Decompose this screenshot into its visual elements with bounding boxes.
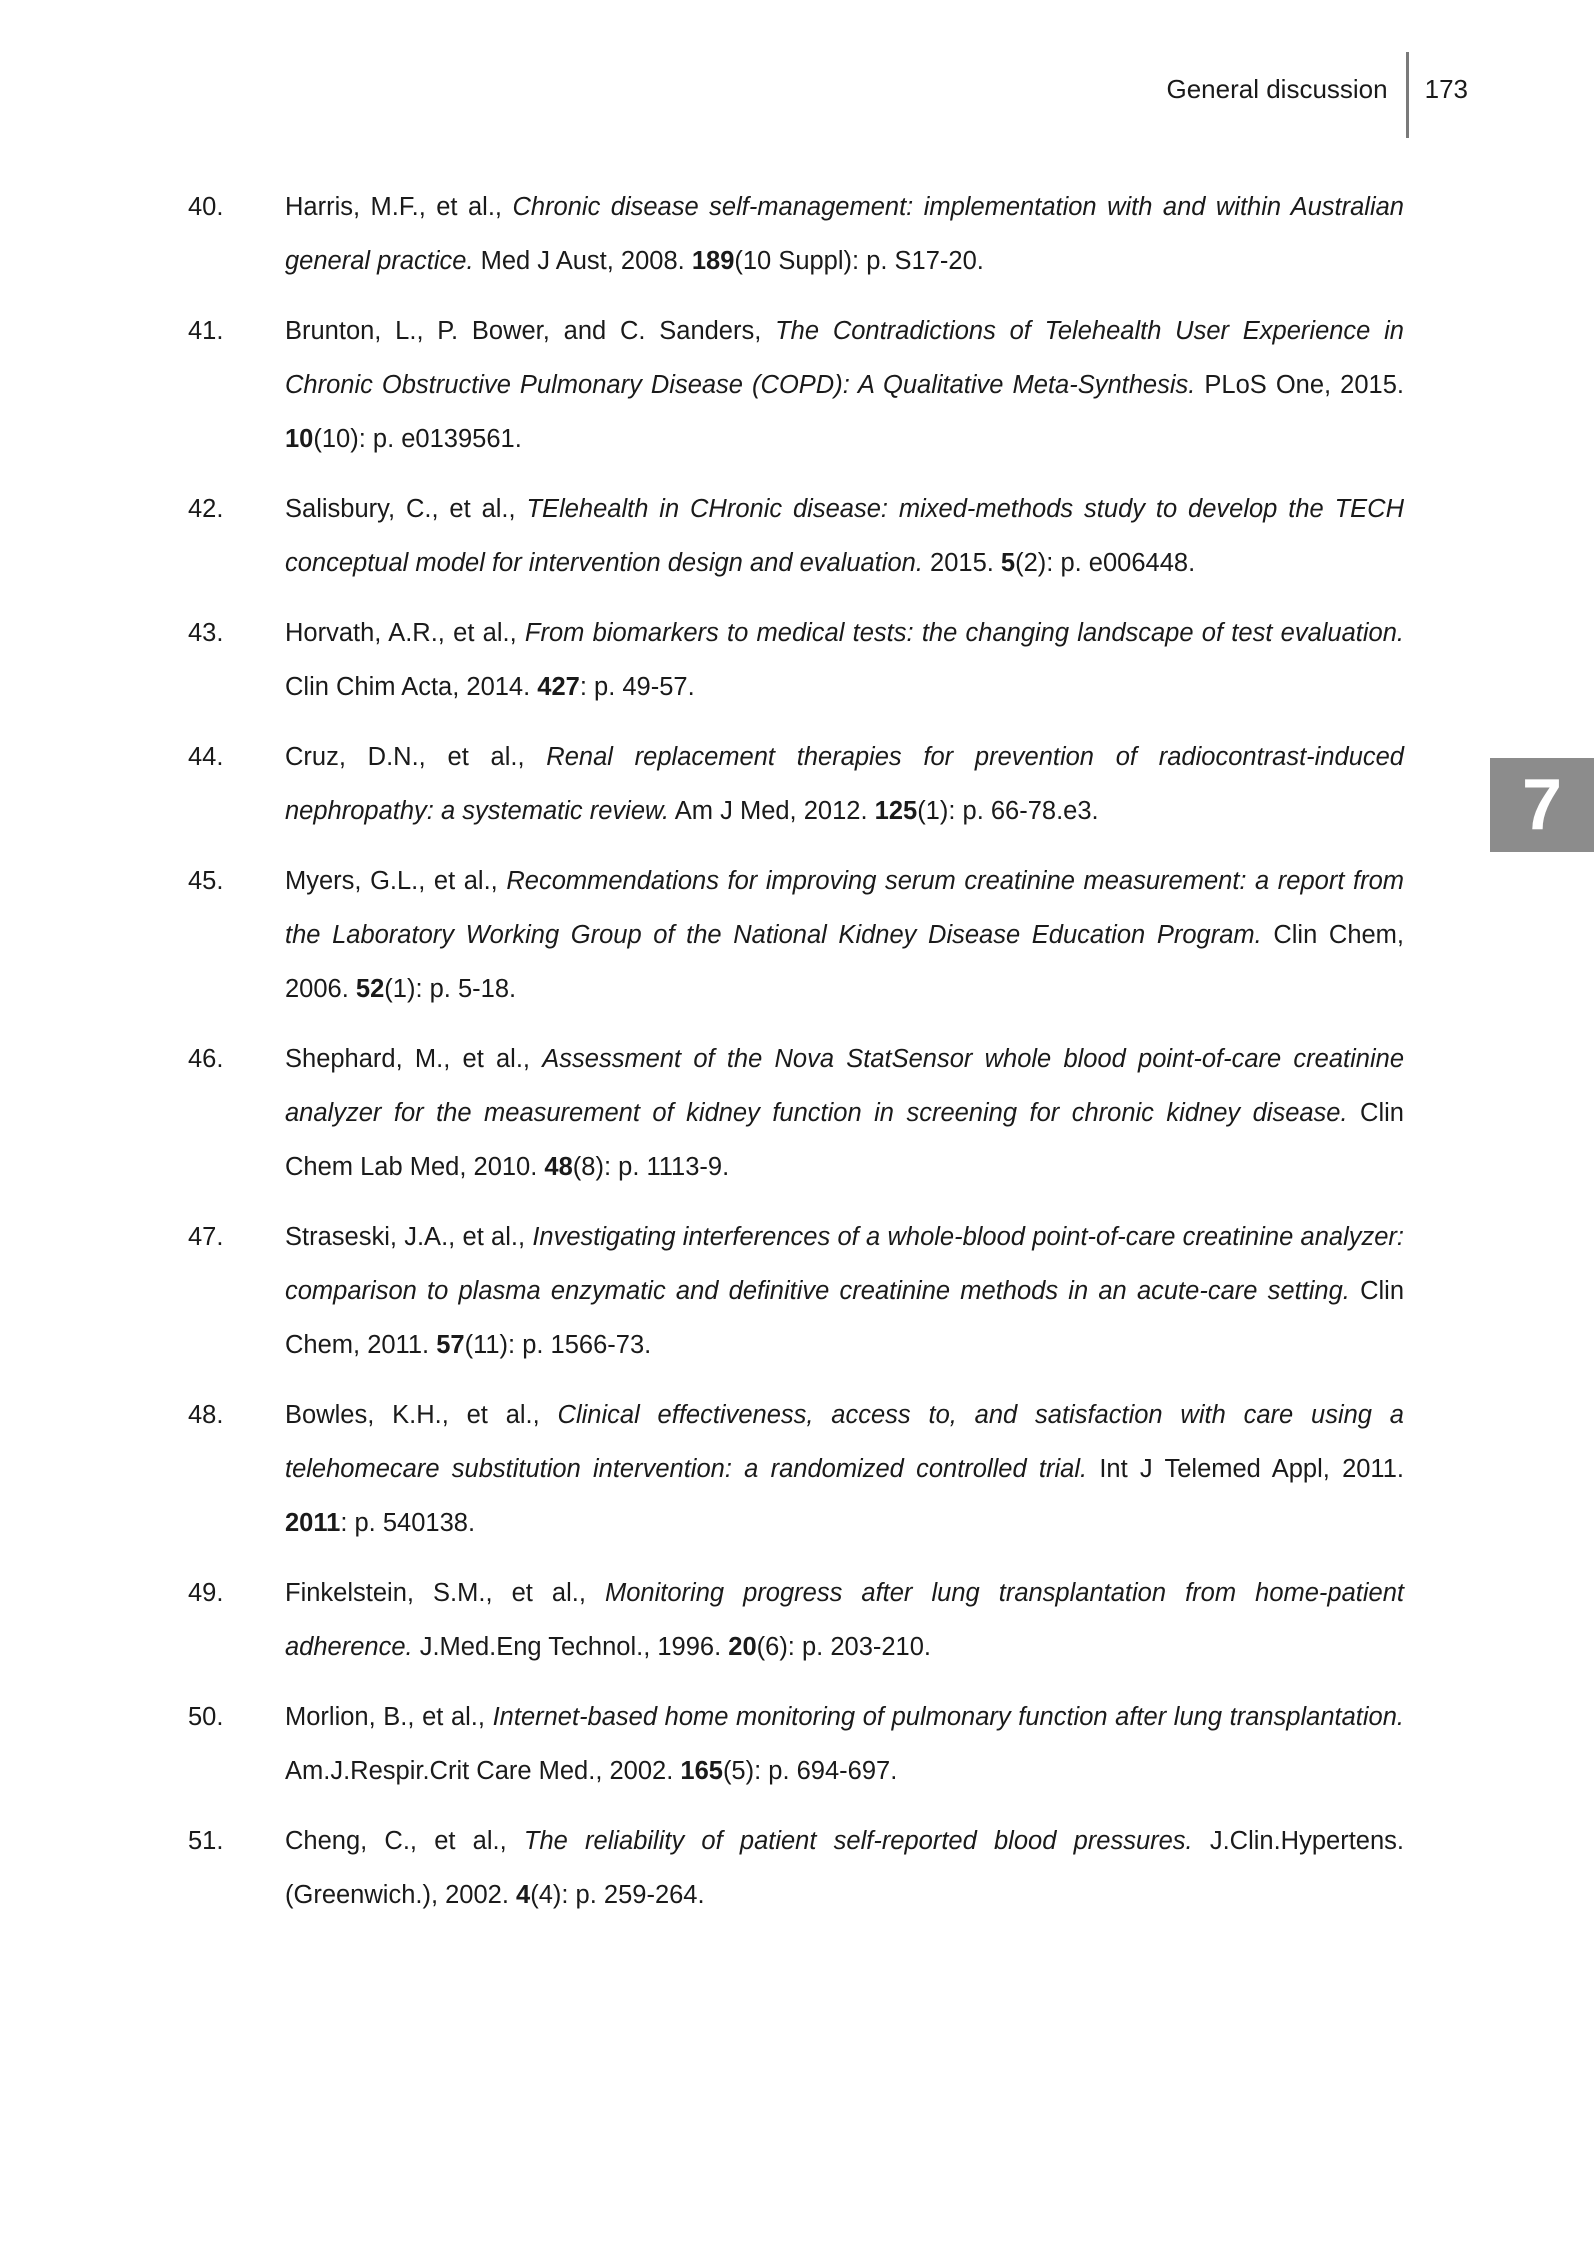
reference-pages: (1): p. 5-18. [384, 975, 517, 1003]
reference-number: 49. [188, 1579, 224, 1607]
reference-pages: (2): p. e006448. [1015, 549, 1196, 577]
reference-number: 44. [188, 743, 224, 771]
reference-title: Recommendations for improving serum creatinine measurement: a report from the Laboratory Working Group of the National Kidney Disease Education Program. [285, 867, 1404, 949]
reference-entry [188, 482, 1404, 590]
reference-entry [188, 1814, 1404, 1922]
reference-volume: 5 [1000, 549, 1016, 577]
reference-volume: 427 [537, 673, 580, 701]
reference-volume: 48 [544, 1153, 573, 1181]
reference-source: J.Clin.Hypertens.(Greenwich.), 2002. [285, 1827, 1404, 1909]
reference-pages: (10 Suppl): p. S17-20. [734, 247, 984, 275]
reference-source: Am J Med, 2012. [669, 797, 875, 825]
reference-source: Clin Chem, 2011. [285, 1277, 1404, 1359]
reference-text [285, 867, 1404, 1003]
reference-authors: Horvath, A.R., et al., [285, 619, 525, 647]
reference-title: From biomarkers to medical tests: the changing landscape of test evaluation. [524, 619, 1404, 647]
reference-number: 50. [188, 1703, 224, 1731]
reference-entry [188, 180, 1404, 288]
reference-text [285, 1703, 1404, 1785]
reference-number: 51. [188, 1827, 224, 1855]
reference-volume: 52 [355, 975, 385, 1003]
reference-pages: (4): p. 259-264. [530, 1881, 705, 1909]
reference-title: Internet-based home monitoring of pulmonary function after lung transplantation. [492, 1703, 1404, 1731]
reference-authors: Brunton, L., P. Bower, and C. Sanders, [285, 317, 776, 345]
reference-authors: Salisbury, C., et al., [285, 495, 527, 523]
reference-number: 41. [188, 317, 224, 345]
reference-title: Monitoring progress after lung transplantation from home-patient adherence. [285, 1579, 1404, 1661]
reference-source: Clin Chem, 2006. [285, 921, 1405, 1003]
reference-source: Am.J.Respir.Crit Care Med., 2002. [285, 1757, 681, 1785]
reference-text [285, 1827, 1404, 1909]
reference-text [285, 743, 1404, 825]
reference-entry [188, 1388, 1404, 1550]
reference-number: 48. [188, 1401, 224, 1429]
reference-authors: Bowles, K.H., et al., [285, 1401, 558, 1429]
reference-title: TElehealth in CHronic disease: mixed-methods study to develop the TECH conceptual model for intervention design and evaluation. [285, 495, 1404, 577]
reference-source: J.Med.Eng Technol., 1996. [412, 1633, 729, 1661]
reference-entry [188, 1032, 1404, 1194]
reference-pages: (6): p. 203-210. [756, 1633, 931, 1661]
reference-number: 40. [188, 193, 224, 221]
reference-number: 46. [188, 1045, 224, 1073]
reference-title: The Contradictions of Telehealth User Experience in Chronic Obstructive Pulmonary Disease (COPD): A Qualitative Meta-Synthesis. [285, 317, 1404, 399]
reference-entry [188, 854, 1404, 1016]
reference-authors: Harris, M.F., et al., [285, 193, 513, 221]
reference-source: Int J Telemed Appl, 2011. [1087, 1455, 1404, 1483]
reference-authors: Myers, G.L., et al., [285, 867, 507, 895]
reference-title: Clinical effectiveness, access to, and satisfaction with care using a telehomecare substitution intervention: a randomized controlled trial. [285, 1401, 1404, 1483]
reference-authors: Cruz, D.N., et al., [285, 743, 547, 771]
reference-number: 42. [188, 495, 224, 523]
reference-text [285, 619, 1404, 701]
reference-authors: Straseski, J.A., et al., [285, 1223, 533, 1251]
reference-authors: Shephard, M., et al., [285, 1045, 543, 1073]
reference-source: PLoS One, 2015. [1195, 371, 1404, 399]
reference-pages: (8): p. 1113-9. [572, 1153, 730, 1181]
reference-text [285, 1401, 1404, 1537]
reference-volume: 125 [874, 797, 918, 825]
reference-authors: Cheng, C., et al., [285, 1827, 524, 1855]
reference-volume: 20 [728, 1633, 757, 1661]
reference-volume: 189 [691, 247, 735, 275]
reference-entry [188, 730, 1404, 838]
page-number: 173 [1424, 74, 1468, 104]
reference-authors: Finkelstein, S.M., et al., [285, 1579, 605, 1607]
reference-source: Clin Chem Lab Med, 2010. [285, 1099, 1404, 1181]
reference-title: The reliability of patient self-reported blood pressures. [523, 1827, 1193, 1855]
chapter-tab: 7 [1490, 758, 1594, 852]
reference-pages: (5): p. 694-697. [722, 1757, 898, 1785]
reference-entry [188, 304, 1404, 466]
reference-text [285, 193, 1404, 275]
reference-volume: 4 [516, 1881, 531, 1909]
reference-number: 45. [188, 867, 224, 895]
reference-pages: : p. 49-57. [579, 673, 695, 701]
reference-source: Clin Chim Acta, 2014. [285, 673, 538, 701]
reference-volume: 165 [680, 1757, 723, 1785]
reference-text [285, 1579, 1404, 1661]
reference-pages: (10): p. e0139561. [313, 425, 522, 453]
reference-volume: 2011 [285, 1509, 341, 1537]
reference-pages: (1): p. 66-78.e3. [917, 797, 1099, 825]
reference-text [285, 317, 1404, 453]
reference-text [285, 1223, 1404, 1359]
running-header [1166, 52, 1468, 138]
reference-title: Investigating interferences of a whole-blood point-of-care creatinine analyzer: comparison to plasma enzymatic and definitive creatinine methods in an acute-care setting. [285, 1223, 1404, 1305]
reference-entry [188, 1566, 1404, 1674]
reference-text [285, 495, 1404, 577]
reference-number: 47. [188, 1223, 224, 1251]
reference-authors: Morlion, B., et al., [285, 1703, 493, 1731]
reference-title: Renal replacement therapies for prevention of radiocontrast-induced nephropathy: a systematic review. [285, 743, 1404, 825]
reference-entry [188, 1210, 1404, 1372]
reference-volume: 10 [285, 425, 314, 453]
reference-pages: (11): p. 1566-73. [464, 1331, 652, 1359]
reference-source: Med J Aust, 2008. [473, 247, 692, 275]
reference-volume: 57 [436, 1331, 465, 1359]
reference-entry [188, 606, 1404, 714]
reference-list [188, 180, 1404, 1938]
reference-source: 2015. [922, 549, 1001, 577]
reference-text [285, 1045, 1404, 1181]
reference-number: 43. [188, 619, 224, 647]
reference-entry [188, 1690, 1404, 1798]
reference-pages: : p. 540138. [340, 1509, 476, 1537]
reference-title: Chronic disease self-management: implementation with and within Australian general practice. [285, 193, 1404, 275]
section-title: General discussion [1166, 74, 1388, 104]
reference-title: Assessment of the Nova StatSensor whole blood point-of-care creatinine analyzer for the measurement of kidney function in screening for chronic kidney disease. [285, 1045, 1404, 1127]
